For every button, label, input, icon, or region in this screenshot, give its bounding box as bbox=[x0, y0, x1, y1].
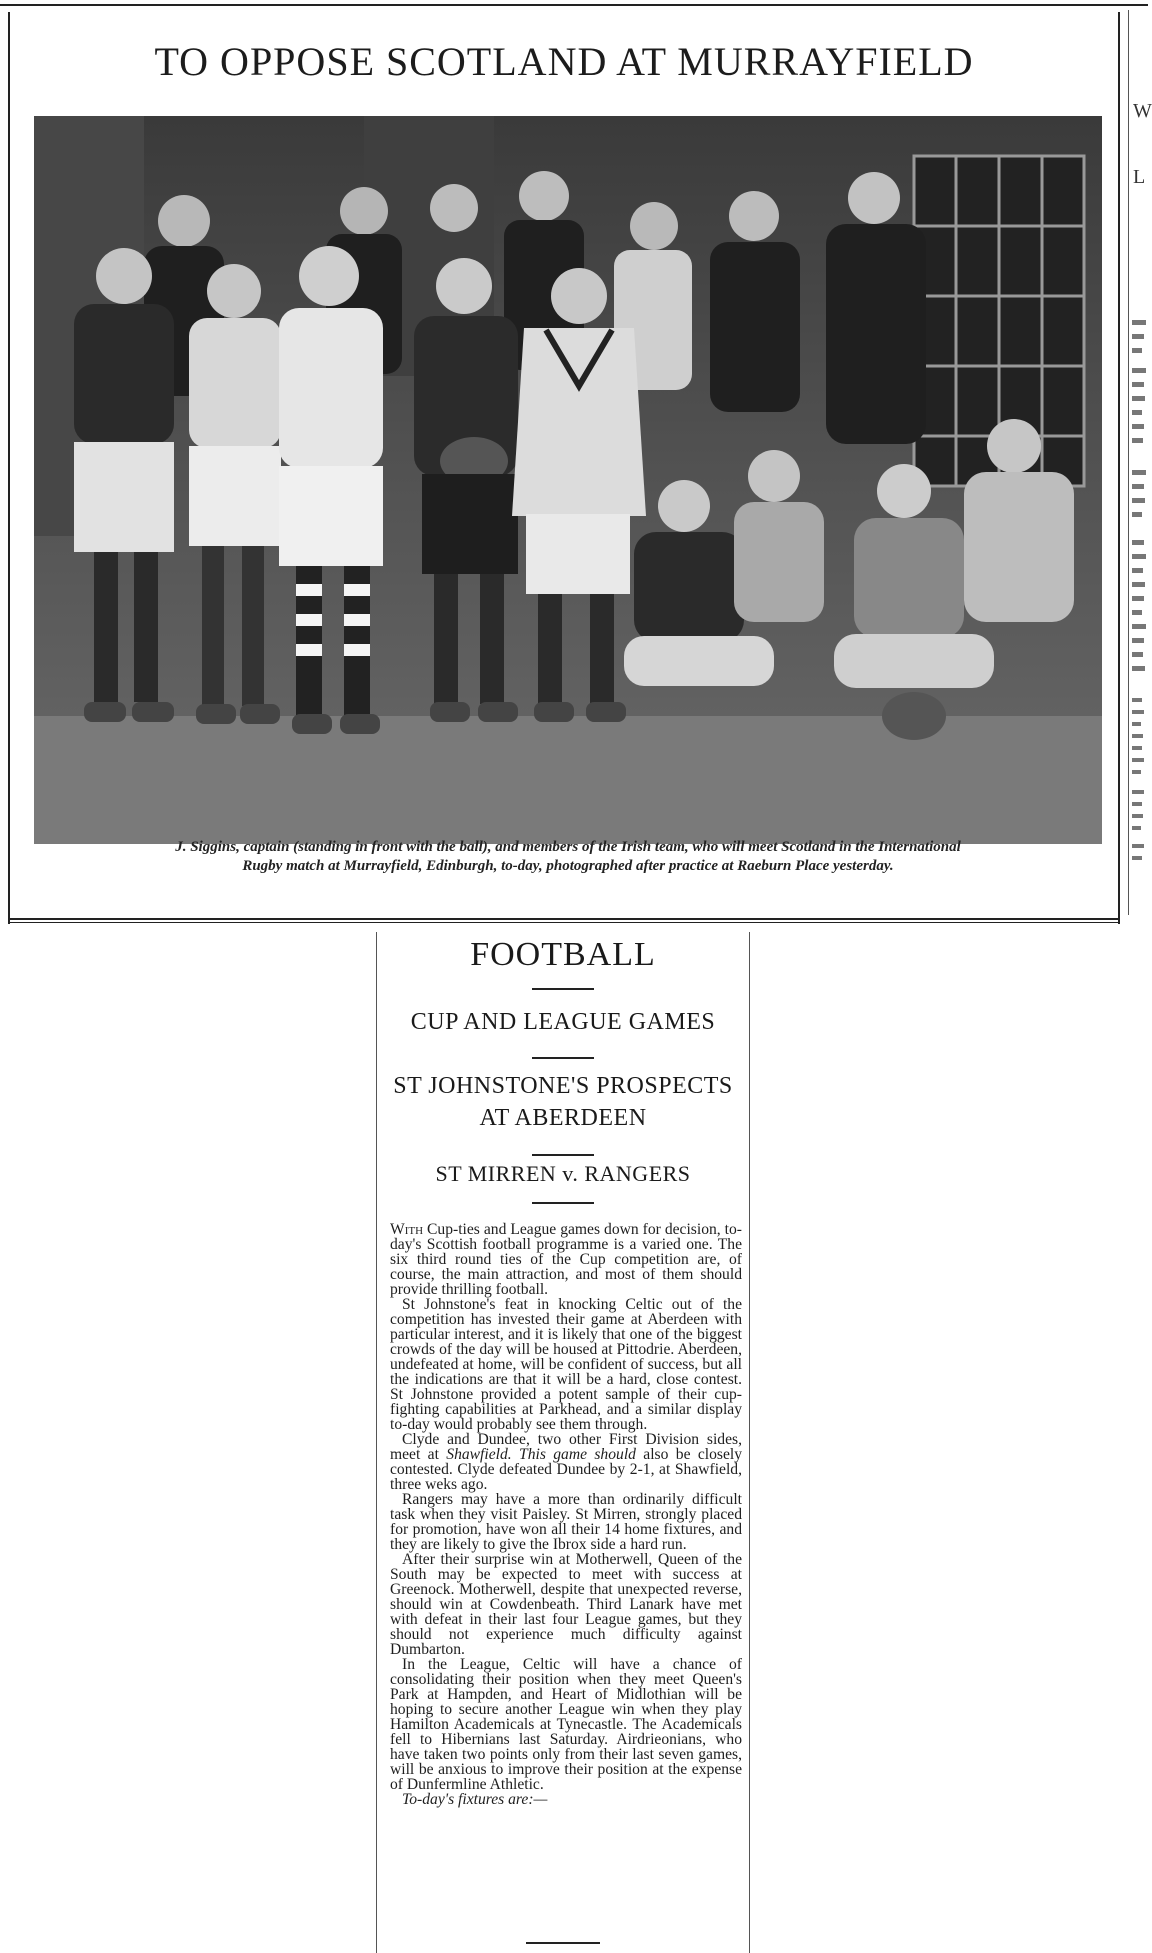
paragraph-5: After their surprise win at Motherwell, Queen of the South may be expected to meet with success at Greenock. Motherwell, despite that unexpected reverse, should win at Cowdenbeath. Third Lanark have met with defeat in their last four League games, but they should not experience much difficulty against Dumbarton. bbox=[390, 1551, 742, 1658]
football-column bbox=[376, 932, 750, 1953]
title-separator bbox=[532, 988, 594, 990]
headline-1-separator bbox=[532, 1057, 594, 1059]
closing-line-text: To-day's fixtures are:— bbox=[402, 1791, 548, 1808]
headline-st-mirren: ST MIRREN v. RANGERS bbox=[435, 1161, 691, 1186]
photo-caption bbox=[28, 838, 1108, 876]
caption-line-1: J. Siggins, captain (standing in front with the ball), and members of the Irish team, who will meet Scotland in the International bbox=[175, 839, 961, 855]
headline-cup-league: CUP AND LEAGUE GAMES bbox=[410, 1009, 716, 1035]
adjacent-text-texture bbox=[1132, 320, 1148, 910]
headline-2-separator bbox=[532, 1154, 594, 1156]
frame-right-rule bbox=[1118, 12, 1120, 924]
paragraph-1 bbox=[390, 1222, 742, 1297]
paragraph-3 bbox=[390, 1432, 742, 1492]
section-title: FOOTBALL bbox=[470, 936, 656, 973]
closing-line bbox=[390, 1792, 742, 1807]
ground bbox=[34, 716, 1102, 844]
rugby-article bbox=[8, 8, 1120, 920]
paragraph-1-text: Cup-ties and League games down for decision, to-day's Scottish football programme is a varied one. The six third round ties of the Cup competition are, of course, the main attraction, and most of them should provide thrilling football. bbox=[390, 1221, 742, 1298]
team-photograph bbox=[34, 116, 1102, 844]
adjacent-fragment-l: L bbox=[1133, 166, 1146, 188]
paragraph-3-text-a: Clyde and Dundee, two other First Division sides, meet at bbox=[390, 1431, 742, 1463]
article-body bbox=[390, 1222, 742, 1807]
headline-3-separator bbox=[532, 1202, 594, 1204]
caption-line-2: Rugby match at Murrayfield, Edinburgh, to-day, photographed after practice at Raeburn Place yesterday. bbox=[242, 858, 894, 874]
headline-st-johnstone bbox=[376, 1070, 750, 1134]
team-photo-illustration bbox=[34, 116, 1102, 844]
frame-bottom-rule bbox=[8, 918, 1120, 920]
headline-st-johnstone-line-2: AT ABERDEEN bbox=[479, 1105, 647, 1131]
adjacent-column-rule bbox=[1128, 10, 1129, 915]
paragraph-6: In the League, Celtic will have a chance of consolidating their position when they meet Queen's Park at Hampden, and Heart of Midlothian will be hoping to secure another League win when they play Hamilton Academicals at Tynecastle. The Academicals fell to Hibernians last Saturday. Airdrieonians, who have taken two points only from their last seven games, will be anxious to improve their position at the expense of Dunfermline Athletic. bbox=[390, 1656, 742, 1793]
paragraph-3-text-b: also be closely contested. Clyde defeated Dundee by 2-1, at Shawfield, three weks ago. bbox=[390, 1446, 743, 1493]
paragraph-3-place: Shawfield. This game should bbox=[446, 1446, 636, 1463]
adjacent-fragment-w: W bbox=[1133, 100, 1152, 122]
frame-left-rule bbox=[8, 12, 10, 924]
end-separator bbox=[526, 1942, 600, 1944]
dropcap-word: With bbox=[390, 1221, 424, 1238]
frame-bottom-rule-2 bbox=[8, 922, 1120, 923]
paragraph-4: Rangers may have a more than ordinarily difficult task when they visit Paisley. St Mirren, strongly placed for promotion, have won all their 14 home fixtures, and they are likely to give the Ibrox side a hard run. bbox=[390, 1491, 742, 1553]
paragraph-2: St Johnstone's feat in knocking Celtic out of the competition has invested their game at Aberdeen with particular interest, and it is likely that one of the biggest crowds of the day will be housed at Pittodrie. Aberdeen, undefeated at home, will be confident of success, but all the indications are that it will be a hard, close contest. St Johnstone provided a potent sample of their cup-fighting capabilities at Parkhead, and a similar display to-day would probably see them through. bbox=[390, 1296, 742, 1433]
headline-st-johnstone-line-1: ST JOHNSTONE'S PROSPECTS bbox=[393, 1073, 733, 1099]
article-headline: TO OPPOSE SCOTLAND AT MURRAYFIELD bbox=[154, 39, 974, 84]
page-top-rule bbox=[0, 4, 1148, 6]
